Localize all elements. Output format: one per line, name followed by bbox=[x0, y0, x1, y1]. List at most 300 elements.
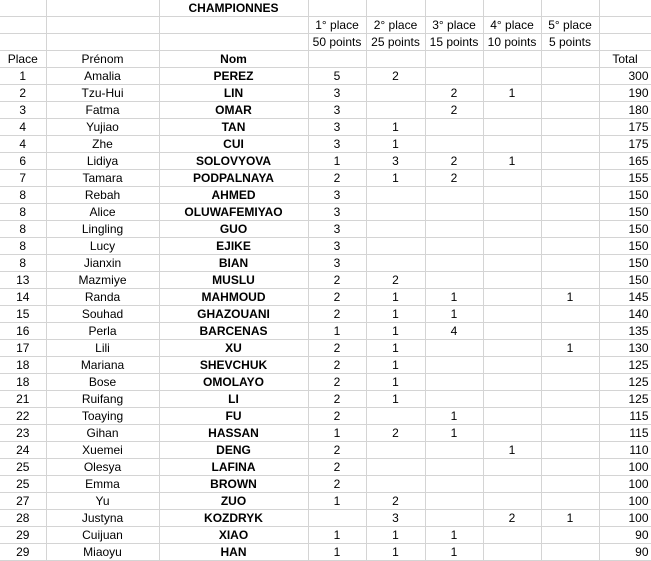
cell-prenom[interactable]: Lidiya bbox=[46, 153, 159, 170]
cell-place-3-count[interactable]: 1 bbox=[425, 289, 483, 306]
cell-place-5-count[interactable] bbox=[541, 238, 599, 255]
cell-place-1-count[interactable]: 2 bbox=[308, 170, 366, 187]
cell-total[interactable]: 110 bbox=[599, 442, 651, 459]
cell-place-1-count[interactable]: 2 bbox=[308, 459, 366, 476]
cell-place-5-count[interactable] bbox=[541, 119, 599, 136]
cell-place-3-count[interactable]: 1 bbox=[425, 527, 483, 544]
cell-place-4-count[interactable]: 2 bbox=[483, 510, 541, 527]
cell-place-2-count[interactable]: 1 bbox=[366, 340, 425, 357]
cell-place-4-count[interactable] bbox=[483, 102, 541, 119]
cell-prenom[interactable]: Zhe bbox=[46, 136, 159, 153]
cell-place-1-count[interactable]: 2 bbox=[308, 357, 366, 374]
cell-prenom[interactable]: Jianxin bbox=[46, 255, 159, 272]
table-row bbox=[0, 272, 651, 289]
cell-place[interactable]: 15 bbox=[0, 306, 46, 323]
cell-place-4-count[interactable] bbox=[483, 357, 541, 374]
table-row bbox=[0, 289, 651, 306]
cell-total[interactable]: 125 bbox=[599, 391, 651, 408]
cell-place-2-count[interactable]: 2 bbox=[366, 425, 425, 442]
cell-nom[interactable]: CUI bbox=[159, 136, 308, 153]
cell-place-3-count[interactable] bbox=[425, 340, 483, 357]
cell-place-5-count[interactable] bbox=[541, 323, 599, 340]
cell-total[interactable]: 150 bbox=[599, 221, 651, 238]
cell-prenom[interactable]: Alice bbox=[46, 204, 159, 221]
cell-place-5-count[interactable]: 1 bbox=[541, 510, 599, 527]
cell-place-2-count[interactable] bbox=[366, 476, 425, 493]
cell-place-3-count[interactable]: 4 bbox=[425, 323, 483, 340]
cell-place-2-count[interactable] bbox=[366, 408, 425, 425]
cell-nom[interactable]: GHAZOUANI bbox=[159, 306, 308, 323]
cell-place-1-count[interactable]: 2 bbox=[308, 374, 366, 391]
table-row bbox=[0, 408, 651, 425]
cell-place-4-count[interactable] bbox=[483, 68, 541, 85]
table-row bbox=[0, 340, 651, 357]
header-points-4: 10 points bbox=[483, 34, 541, 51]
cell-prenom[interactable]: Tzu-Hui bbox=[46, 85, 159, 102]
cell-place-5-count[interactable] bbox=[541, 221, 599, 238]
cell-place-2-count[interactable]: 3 bbox=[366, 153, 425, 170]
cell-nom[interactable]: MAHMOUD bbox=[159, 289, 308, 306]
cell-place-4-count[interactable] bbox=[483, 289, 541, 306]
table-row bbox=[0, 187, 651, 204]
cell-nom[interactable]: GUO bbox=[159, 221, 308, 238]
cell-prenom[interactable]: Gihan bbox=[46, 425, 159, 442]
cell-place-1-count[interactable]: 2 bbox=[308, 476, 366, 493]
cell-place[interactable]: 4 bbox=[0, 136, 46, 153]
cell-place[interactable]: 17 bbox=[0, 340, 46, 357]
cell-place-3-count[interactable] bbox=[425, 255, 483, 272]
cell-place-2-count[interactable] bbox=[366, 187, 425, 204]
table-row bbox=[0, 442, 651, 459]
cell-place-2-count[interactable]: 1 bbox=[366, 170, 425, 187]
table-row bbox=[0, 153, 651, 170]
cell-nom[interactable]: EJIKE bbox=[159, 238, 308, 255]
cell-place-2-count[interactable]: 3 bbox=[366, 510, 425, 527]
cell-place-3-count[interactable]: 1 bbox=[425, 425, 483, 442]
cell-nom[interactable]: XU bbox=[159, 340, 308, 357]
cell-place-3-count[interactable] bbox=[425, 187, 483, 204]
table-row bbox=[0, 255, 651, 272]
cell-place[interactable]: 8 bbox=[0, 255, 46, 272]
cell-prenom[interactable]: Toaying bbox=[46, 408, 159, 425]
header-points-1: 50 points bbox=[308, 34, 366, 51]
cell-place-3-count[interactable]: 2 bbox=[425, 85, 483, 102]
cell-place-1-count[interactable]: 3 bbox=[308, 85, 366, 102]
cell-nom[interactable]: BROWN bbox=[159, 476, 308, 493]
cell-place-4-count[interactable] bbox=[483, 340, 541, 357]
cell-place-2-count[interactable]: 1 bbox=[366, 289, 425, 306]
cell-prenom[interactable]: Ruifang bbox=[46, 391, 159, 408]
cell-total[interactable]: 135 bbox=[599, 323, 651, 340]
cell-place[interactable]: 13 bbox=[0, 272, 46, 289]
cell-place-2-count[interactable]: 1 bbox=[366, 527, 425, 544]
cell-place-1-count[interactable]: 3 bbox=[308, 102, 366, 119]
cell-place-3-count[interactable] bbox=[425, 476, 483, 493]
cell-prenom[interactable]: Souhad bbox=[46, 306, 159, 323]
header-place-5: 5° place bbox=[541, 17, 599, 34]
cell-nom[interactable]: LAFINA bbox=[159, 459, 308, 476]
cell-prenom[interactable]: Yu bbox=[46, 493, 159, 510]
cell-place-4-count[interactable] bbox=[483, 408, 541, 425]
cell-place-4-count[interactable] bbox=[483, 136, 541, 153]
cell-place-3-count[interactable] bbox=[425, 374, 483, 391]
cell-total[interactable]: 150 bbox=[599, 272, 651, 289]
cell-place-1-count[interactable]: 1 bbox=[308, 425, 366, 442]
cell-place-2-count[interactable]: 1 bbox=[366, 119, 425, 136]
cell-total[interactable]: 125 bbox=[599, 374, 651, 391]
cell-total[interactable]: 155 bbox=[599, 170, 651, 187]
cell-place[interactable]: 25 bbox=[0, 476, 46, 493]
cell-place-5-count[interactable]: 1 bbox=[541, 289, 599, 306]
cell-total[interactable]: 190 bbox=[599, 85, 651, 102]
cell-total[interactable]: 180 bbox=[599, 102, 651, 119]
cell-prenom[interactable]: Tamara bbox=[46, 170, 159, 187]
cell-total[interactable]: 90 bbox=[599, 527, 651, 544]
cell-total[interactable]: 115 bbox=[599, 425, 651, 442]
header-total: Total bbox=[599, 51, 651, 68]
cell-place-1-count[interactable]: 2 bbox=[308, 306, 366, 323]
cell-nom[interactable]: KOZDRYK bbox=[159, 510, 308, 527]
cell-nom[interactable]: FU bbox=[159, 408, 308, 425]
cell-place-5-count[interactable] bbox=[541, 425, 599, 442]
cell-place-3-count[interactable] bbox=[425, 119, 483, 136]
cell-nom[interactable]: OMAR bbox=[159, 102, 308, 119]
cell-place-5-count[interactable] bbox=[541, 476, 599, 493]
cell-place-3-count[interactable] bbox=[425, 493, 483, 510]
cell-place[interactable]: 27 bbox=[0, 493, 46, 510]
cell-prenom[interactable]: Fatma bbox=[46, 102, 159, 119]
cell-nom[interactable]: LIN bbox=[159, 85, 308, 102]
cell-place[interactable]: 23 bbox=[0, 425, 46, 442]
cell-place-5-count[interactable] bbox=[541, 272, 599, 289]
cell-place-1-count[interactable]: 1 bbox=[308, 323, 366, 340]
cell-place-1-count[interactable]: 2 bbox=[308, 272, 366, 289]
header-points-5: 5 points bbox=[541, 34, 599, 51]
cell-place-1-count[interactable]: 2 bbox=[308, 408, 366, 425]
cell-place[interactable]: 7 bbox=[0, 170, 46, 187]
cell-place[interactable]: 6 bbox=[0, 153, 46, 170]
table-row bbox=[0, 510, 651, 527]
cell-place-4-count[interactable] bbox=[483, 187, 541, 204]
cell-prenom[interactable]: Bose bbox=[46, 374, 159, 391]
cell-prenom[interactable]: Amalia bbox=[46, 68, 159, 85]
cell-nom[interactable]: TAN bbox=[159, 119, 308, 136]
points-header-row bbox=[0, 34, 651, 51]
cell-place-3-count[interactable] bbox=[425, 221, 483, 238]
cell-total[interactable]: 150 bbox=[599, 238, 651, 255]
cell-prenom[interactable]: Miaoyu bbox=[46, 544, 159, 561]
cell-place-5-count[interactable] bbox=[541, 136, 599, 153]
cell-place-5-count[interactable] bbox=[541, 170, 599, 187]
cell-place-5-count[interactable] bbox=[541, 459, 599, 476]
cell-place[interactable]: 28 bbox=[0, 510, 46, 527]
cell-place-5-count[interactable]: 1 bbox=[541, 340, 599, 357]
cell-total[interactable]: 150 bbox=[599, 187, 651, 204]
table-row bbox=[0, 357, 651, 374]
cell-total[interactable]: 100 bbox=[599, 476, 651, 493]
cell-place-2-count[interactable] bbox=[366, 255, 425, 272]
cell-prenom[interactable]: Lingling bbox=[46, 221, 159, 238]
cell-place[interactable]: 8 bbox=[0, 187, 46, 204]
cell-place-4-count[interactable] bbox=[483, 272, 541, 289]
table-row bbox=[0, 170, 651, 187]
cell-total[interactable]: 150 bbox=[599, 204, 651, 221]
cell-place-5-count[interactable] bbox=[541, 442, 599, 459]
cell-place[interactable]: 8 bbox=[0, 221, 46, 238]
cell-place-1-count[interactable]: 2 bbox=[308, 289, 366, 306]
cell-place-1-count[interactable]: 2 bbox=[308, 340, 366, 357]
cell-total[interactable]: 125 bbox=[599, 357, 651, 374]
cell-prenom[interactable]: Justyna bbox=[46, 510, 159, 527]
table-row bbox=[0, 238, 651, 255]
cell-prenom[interactable]: Emma bbox=[46, 476, 159, 493]
cell-total[interactable]: 300 bbox=[599, 68, 651, 85]
cell-prenom[interactable]: Olesya bbox=[46, 459, 159, 476]
cell-nom[interactable]: SOLOVYOVA bbox=[159, 153, 308, 170]
cell-place-1-count[interactable]: 1 bbox=[308, 493, 366, 510]
cell-place-3-count[interactable] bbox=[425, 68, 483, 85]
cell-place[interactable]: 22 bbox=[0, 408, 46, 425]
cell-place[interactable]: 29 bbox=[0, 544, 46, 561]
cell-total[interactable]: 115 bbox=[599, 408, 651, 425]
cell-prenom[interactable]: Rebah bbox=[46, 187, 159, 204]
cell-nom[interactable]: PODPALNAYA bbox=[159, 170, 308, 187]
cell-nom[interactable]: HAN bbox=[159, 544, 308, 561]
cell-place-3-count[interactable]: 1 bbox=[425, 408, 483, 425]
table-row bbox=[0, 306, 651, 323]
header-prenom: Prénom bbox=[46, 51, 159, 68]
cell-place-1-count[interactable]: 3 bbox=[308, 187, 366, 204]
cell-nom[interactable]: PEREZ bbox=[159, 68, 308, 85]
cell-place-1-count[interactable]: 5 bbox=[308, 68, 366, 85]
cell-place-4-count[interactable]: 1 bbox=[483, 442, 541, 459]
cell-place-4-count[interactable] bbox=[483, 306, 541, 323]
cell-place[interactable]: 21 bbox=[0, 391, 46, 408]
cell-place-1-count[interactable]: 3 bbox=[308, 238, 366, 255]
cell-place-4-count[interactable] bbox=[483, 238, 541, 255]
cell-total[interactable]: 165 bbox=[599, 153, 651, 170]
cell-place-2-count[interactable]: 2 bbox=[366, 272, 425, 289]
cell-place-3-count[interactable] bbox=[425, 204, 483, 221]
table-row bbox=[0, 544, 651, 561]
cell-nom[interactable]: XIAO bbox=[159, 527, 308, 544]
header-place-2: 2° place bbox=[366, 17, 425, 34]
table-row bbox=[0, 85, 651, 102]
cell-prenom[interactable]: Xuemei bbox=[46, 442, 159, 459]
cell-place-2-count[interactable]: 1 bbox=[366, 136, 425, 153]
cell-nom[interactable]: SHEVCHUK bbox=[159, 357, 308, 374]
cell-nom[interactable]: BIAN bbox=[159, 255, 308, 272]
cell-place-1-count[interactable]: 3 bbox=[308, 204, 366, 221]
cell-prenom[interactable]: Yujiao bbox=[46, 119, 159, 136]
cell-place-3-count[interactable] bbox=[425, 272, 483, 289]
cell-place[interactable]: 8 bbox=[0, 204, 46, 221]
cell-place-3-count[interactable]: 1 bbox=[425, 306, 483, 323]
cell-place[interactable]: 25 bbox=[0, 459, 46, 476]
table-row bbox=[0, 459, 651, 476]
table-row bbox=[0, 136, 651, 153]
table-row bbox=[0, 119, 651, 136]
cell-total[interactable]: 130 bbox=[599, 340, 651, 357]
cell-place-3-count[interactable]: 1 bbox=[425, 544, 483, 561]
cell-total[interactable]: 100 bbox=[599, 510, 651, 527]
cell-total[interactable]: 175 bbox=[599, 119, 651, 136]
cell-nom[interactable]: DENG bbox=[159, 442, 308, 459]
header-place-3: 3° place bbox=[425, 17, 483, 34]
cell-place-1-count[interactable]: 3 bbox=[308, 119, 366, 136]
table-row bbox=[0, 221, 651, 238]
cell-place-2-count[interactable]: 2 bbox=[366, 68, 425, 85]
cell-place-4-count[interactable]: 1 bbox=[483, 153, 541, 170]
cell-place-5-count[interactable] bbox=[541, 204, 599, 221]
cell-place-3-count[interactable] bbox=[425, 391, 483, 408]
cell-place-2-count[interactable]: 1 bbox=[366, 544, 425, 561]
cell-total[interactable]: 100 bbox=[599, 459, 651, 476]
cell-nom[interactable]: OLUWAFEMIYAO bbox=[159, 204, 308, 221]
cell-nom[interactable]: AHMED bbox=[159, 187, 308, 204]
cell-place-1-count[interactable]: 1 bbox=[308, 544, 366, 561]
cell-place-5-count[interactable] bbox=[541, 85, 599, 102]
header-place: Place bbox=[0, 51, 46, 68]
cell-place[interactable]: 18 bbox=[0, 357, 46, 374]
cell-place-5-count[interactable] bbox=[541, 374, 599, 391]
table-row bbox=[0, 527, 651, 544]
cell-place-5-count[interactable] bbox=[541, 357, 599, 374]
cell-nom[interactable]: HASSAN bbox=[159, 425, 308, 442]
header-points-2: 25 points bbox=[366, 34, 425, 51]
cell-place-4-count[interactable] bbox=[483, 476, 541, 493]
cell-place-5-count[interactable] bbox=[541, 544, 599, 561]
cell-place-1-count[interactable]: 2 bbox=[308, 442, 366, 459]
cell-place[interactable]: 14 bbox=[0, 289, 46, 306]
cell-place-4-count[interactable] bbox=[483, 170, 541, 187]
table-row bbox=[0, 68, 651, 85]
cell-nom[interactable]: BARCENAS bbox=[159, 323, 308, 340]
cell-nom[interactable]: LI bbox=[159, 391, 308, 408]
cell-place-2-count[interactable]: 1 bbox=[366, 357, 425, 374]
cell-place-2-count[interactable] bbox=[366, 238, 425, 255]
cell-place-2-count[interactable] bbox=[366, 85, 425, 102]
cell-place-4-count[interactable] bbox=[483, 391, 541, 408]
cell-total[interactable]: 150 bbox=[599, 255, 651, 272]
cell-place-4-count[interactable] bbox=[483, 544, 541, 561]
cell-place-3-count[interactable] bbox=[425, 442, 483, 459]
cell-place-4-count[interactable] bbox=[483, 493, 541, 510]
cell-place-5-count[interactable] bbox=[541, 306, 599, 323]
column-header-row bbox=[0, 51, 651, 68]
cell-nom[interactable]: OMOLAYO bbox=[159, 374, 308, 391]
cell-place-3-count[interactable] bbox=[425, 238, 483, 255]
cell-prenom[interactable]: Mazmiye bbox=[46, 272, 159, 289]
header-place-4: 4° place bbox=[483, 17, 541, 34]
cell-total[interactable]: 90 bbox=[599, 544, 651, 561]
cell-place[interactable]: 4 bbox=[0, 119, 46, 136]
cell-place-2-count[interactable]: 1 bbox=[366, 374, 425, 391]
cell-place-4-count[interactable] bbox=[483, 204, 541, 221]
cell-prenom[interactable]: Mariana bbox=[46, 357, 159, 374]
cell-place-2-count[interactable]: 1 bbox=[366, 306, 425, 323]
cell-prenom[interactable]: Lili bbox=[46, 340, 159, 357]
cell-place-2-count[interactable]: 2 bbox=[366, 493, 425, 510]
cell-place-1-count[interactable]: 3 bbox=[308, 255, 366, 272]
cell-place-3-count[interactable] bbox=[425, 510, 483, 527]
cell-total[interactable]: 175 bbox=[599, 136, 651, 153]
cell-place-3-count[interactable] bbox=[425, 459, 483, 476]
cell-place[interactable]: 2 bbox=[0, 85, 46, 102]
cell-place-3-count[interactable] bbox=[425, 357, 483, 374]
cell-place-1-count[interactable]: 3 bbox=[308, 221, 366, 238]
cell-place-2-count[interactable] bbox=[366, 102, 425, 119]
cell-place-1-count[interactable]: 3 bbox=[308, 136, 366, 153]
header-place-1: 1° place bbox=[308, 17, 366, 34]
cell-prenom[interactable]: Cuijuan bbox=[46, 527, 159, 544]
cell-place-4-count[interactable] bbox=[483, 119, 541, 136]
cell-place-5-count[interactable] bbox=[541, 68, 599, 85]
cell-place-3-count[interactable]: 2 bbox=[425, 170, 483, 187]
cell-place-3-count[interactable] bbox=[425, 136, 483, 153]
cell-place-2-count[interactable] bbox=[366, 442, 425, 459]
cell-place-4-count[interactable] bbox=[483, 255, 541, 272]
cell-place-4-count[interactable] bbox=[483, 323, 541, 340]
cell-place-3-count[interactable]: 2 bbox=[425, 102, 483, 119]
table-row bbox=[0, 391, 651, 408]
cell-place-3-count[interactable]: 2 bbox=[425, 153, 483, 170]
cell-place-2-count[interactable] bbox=[366, 221, 425, 238]
cell-total[interactable]: 145 bbox=[599, 289, 651, 306]
cell-place-5-count[interactable] bbox=[541, 391, 599, 408]
cell-place[interactable]: 24 bbox=[0, 442, 46, 459]
cell-place-4-count[interactable] bbox=[483, 221, 541, 238]
table-row bbox=[0, 476, 651, 493]
cell-nom[interactable]: ZUO bbox=[159, 493, 308, 510]
cell-total[interactable]: 100 bbox=[599, 493, 651, 510]
cell-place-4-count[interactable] bbox=[483, 527, 541, 544]
cell-place[interactable]: 3 bbox=[0, 102, 46, 119]
cell-place-5-count[interactable] bbox=[541, 527, 599, 544]
cell-prenom[interactable]: Perla bbox=[46, 323, 159, 340]
cell-place-5-count[interactable] bbox=[541, 153, 599, 170]
cell-place-5-count[interactable] bbox=[541, 102, 599, 119]
cell-place-4-count[interactable] bbox=[483, 425, 541, 442]
cell-place-2-count[interactable] bbox=[366, 459, 425, 476]
cell-place-1-count[interactable] bbox=[308, 510, 366, 527]
cell-place[interactable]: 1 bbox=[0, 68, 46, 85]
cell-prenom[interactable]: Lucy bbox=[46, 238, 159, 255]
cell-place-1-count[interactable]: 1 bbox=[308, 527, 366, 544]
cell-prenom[interactable]: Randa bbox=[46, 289, 159, 306]
cell-place-4-count[interactable]: 1 bbox=[483, 85, 541, 102]
cell-place-2-count[interactable]: 1 bbox=[366, 391, 425, 408]
cell-place-4-count[interactable] bbox=[483, 459, 541, 476]
cell-place[interactable]: 16 bbox=[0, 323, 46, 340]
cell-place-5-count[interactable] bbox=[541, 187, 599, 204]
cell-nom[interactable]: MUSLU bbox=[159, 272, 308, 289]
cell-place-5-count[interactable] bbox=[541, 408, 599, 425]
cell-place[interactable]: 8 bbox=[0, 238, 46, 255]
cell-place[interactable]: 29 bbox=[0, 527, 46, 544]
cell-place-1-count[interactable]: 1 bbox=[308, 153, 366, 170]
cell-place-2-count[interactable] bbox=[366, 204, 425, 221]
cell-place-4-count[interactable] bbox=[483, 374, 541, 391]
sheet-title: CHAMPIONNES bbox=[159, 0, 308, 17]
table-row bbox=[0, 102, 651, 119]
cell-place-2-count[interactable]: 1 bbox=[366, 323, 425, 340]
cell-place-5-count[interactable] bbox=[541, 255, 599, 272]
cell-place-5-count[interactable] bbox=[541, 493, 599, 510]
cell-place-1-count[interactable]: 2 bbox=[308, 391, 366, 408]
cell-total[interactable]: 140 bbox=[599, 306, 651, 323]
cell-place[interactable]: 18 bbox=[0, 374, 46, 391]
